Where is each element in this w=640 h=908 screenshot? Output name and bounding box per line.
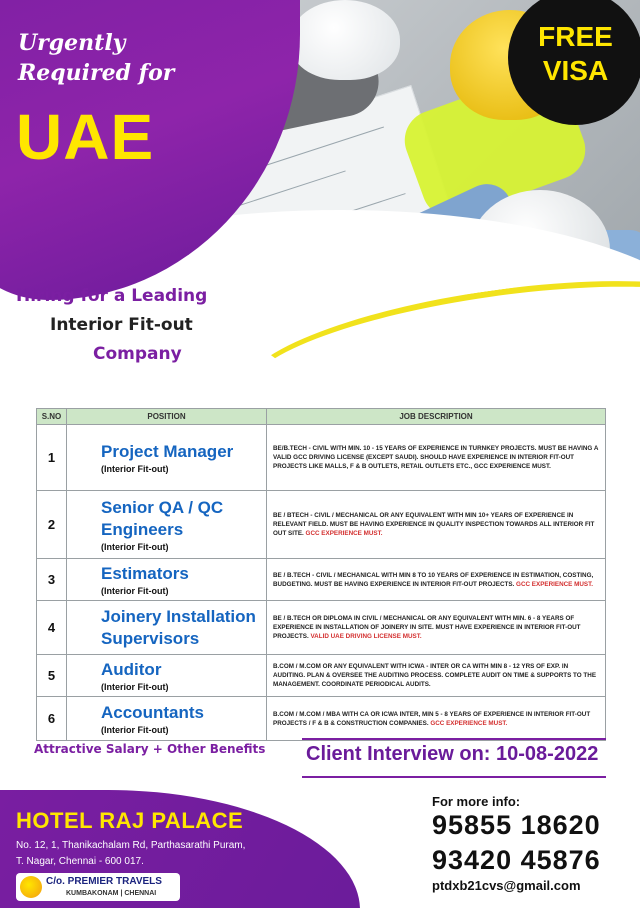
row-number: 1 <box>37 425 67 491</box>
col-header-description: JOB DESCRIPTION <box>267 409 606 425</box>
venue-address-line2: T. Nagar, Chennai - 600 017. <box>16 856 144 867</box>
description-text: BE / B.TECH - CIVIL / MECHANICAL WITH MIN 8 TO 10 YEARS OF EXPERIENCE IN ESTIMATION, COSTING, BUDGETING. MUST BE HAVING EXPERIENCE IN INTERIOR FIT-OUT PROJECTS. <box>273 571 594 588</box>
description-highlight: VALID UAE DRIVING LICENSE MUST. <box>310 633 422 640</box>
row-number: 4 <box>37 601 67 655</box>
position-cell <box>67 655 267 697</box>
benefits-text: Attractive Salary + Other Benefits <box>34 742 266 756</box>
col-header-sno: S.NO <box>37 409 67 425</box>
hiring-line1: Hiring for a Leading <box>16 286 208 306</box>
position-subtitle: (Interior Fit-out) <box>101 682 169 692</box>
position-subtitle: (Interior Fit-out) <box>101 586 169 596</box>
phone-number-2[interactable]: 93420 45876 <box>432 845 601 875</box>
table-row <box>37 559 606 601</box>
table-header-row <box>37 409 606 425</box>
white-hard-hat <box>290 0 400 80</box>
hiring-line2: Interior Fit-out <box>50 315 193 335</box>
position-subtitle: (Interior Fit-out) <box>101 542 169 552</box>
phone-number-1[interactable]: 95855 18620 <box>432 810 601 840</box>
table-row <box>37 655 606 697</box>
position-subtitle: (Interior Fit-out) <box>101 725 169 735</box>
position-title: Estimators <box>101 564 189 583</box>
description-highlight: GCC EXPERIENCE MUST. <box>430 719 508 727</box>
description-text: BE / BTECH - CIVIL / MECHANICAL OR ANY EQUIVALENT WITH MIN 10+ YEARS OF EXPERIENCE IN RELEVANT FIELD. MUST BE HAVING EXPERIENCE IN QUALITY INSPECTION TOWARDS ALL INTERIOR FIT OUT SITE. <box>273 512 595 537</box>
col-header-position: POSITION <box>67 409 267 425</box>
position-cell <box>67 697 267 741</box>
position-cell <box>67 491 267 559</box>
hiring-line3: Company <box>93 344 182 364</box>
description-highlight: GCC EXPERIENCE MUST. <box>305 530 383 537</box>
agency-locations: KUMBAKONAM | CHENNAI <box>66 890 157 897</box>
description-text: B.COM / M.COM OR ANY EQUIVALENT WITH ICWA - INTER OR CA WITH MIN 8 - 12 YRS OF EXP. IN AUDITING. PLAN & OVERSEE THE AUDITING PROCESS. COMPLETE AUDIT ON TIME & SUPPORTS TO THE MANAGEMENT. COORDINATE PERIODICAL AUDITS. <box>273 663 597 688</box>
position-title: Accountants <box>101 703 204 722</box>
urgent-line1: Urgently <box>18 30 126 56</box>
position-title: Joinery Installation Supervisors <box>101 606 256 648</box>
urgent-heading <box>18 28 174 88</box>
country-heading: UAE <box>16 101 155 173</box>
agency-name: C/o. PREMIER TRAVELS <box>46 876 162 887</box>
description-text: BE/B.TECH - CIVIL WITH MIN. 10 - 15 YEARS OF EXPERIENCE IN TURNKEY PROJECTS. MUST BE HAVING A VALID GCC DRIVING LICENSE (EXCEPT SAUDI). SHOULD HAVE EXPERIENCE IN INTERIOR FIT-OUT PROJECTS LIKE MALLS, F & B OUTLETS, RETAIL OUTLETS ETC., GCC EXPERIENCE MUST. <box>273 445 599 470</box>
table-row <box>37 601 606 655</box>
more-info-label: For more info: <box>432 794 521 809</box>
description-cell <box>267 559 606 601</box>
row-number: 3 <box>37 559 67 601</box>
badge-line1: FREE <box>538 21 613 52</box>
table-row <box>37 425 606 491</box>
description-cell <box>267 697 606 741</box>
row-number: 6 <box>37 697 67 741</box>
badge-line2: VISA <box>542 55 609 86</box>
position-cell <box>67 601 267 655</box>
venue-name: HOTEL RAJ PALACE <box>16 808 244 833</box>
position-subtitle: (Interior Fit-out) <box>101 464 169 474</box>
urgent-line2: Required for <box>18 60 175 86</box>
description-cell <box>267 601 606 655</box>
position-title: Project Manager <box>101 442 234 461</box>
description-text: B.COM / M.COM / MBA WITH CA OR ICWA INTER, MIN 5 - 8 YEARS OF EXPERIENCE IN INTERIOR FIT-OUT PROJECTS / F & B & CONSTRUCTION COMPANIES. <box>273 710 591 727</box>
position-cell <box>67 425 267 491</box>
description-cell <box>267 425 606 491</box>
job-table <box>36 408 606 741</box>
description-text: BE / B.TECH OR DIPLOMA IN CIVIL / MECHANICAL OR ANY EQUIVALENT WITH MIN. 6 - 8 YEARS OF EXPERIENCE IN INSTALLATION OF JOINERY IN SITE. MUST HAVE EXPERIENCE IN INTERIOR FIT-OUT PROJECTS. <box>273 615 581 640</box>
interview-date: Client Interview on: 10-08-2022 <box>306 743 599 765</box>
description-cell <box>267 491 606 559</box>
agency-logo-icon <box>20 876 42 898</box>
position-title: Senior QA / QC Engineers <box>101 498 224 539</box>
row-number: 5 <box>37 655 67 697</box>
position-title: Auditor <box>101 660 162 679</box>
description-cell <box>267 655 606 697</box>
description-highlight: GCC EXPERIENCE MUST. <box>516 580 594 588</box>
position-cell <box>67 559 267 601</box>
table-row <box>37 491 606 559</box>
venue-address-line1: No. 12, 1, Thanikachalam Rd, Parthasarathi Puram, <box>16 840 246 851</box>
table-row <box>37 697 606 741</box>
row-number: 2 <box>37 491 67 559</box>
email-address[interactable]: ptdxb21cvs@gmail.com <box>432 878 581 893</box>
